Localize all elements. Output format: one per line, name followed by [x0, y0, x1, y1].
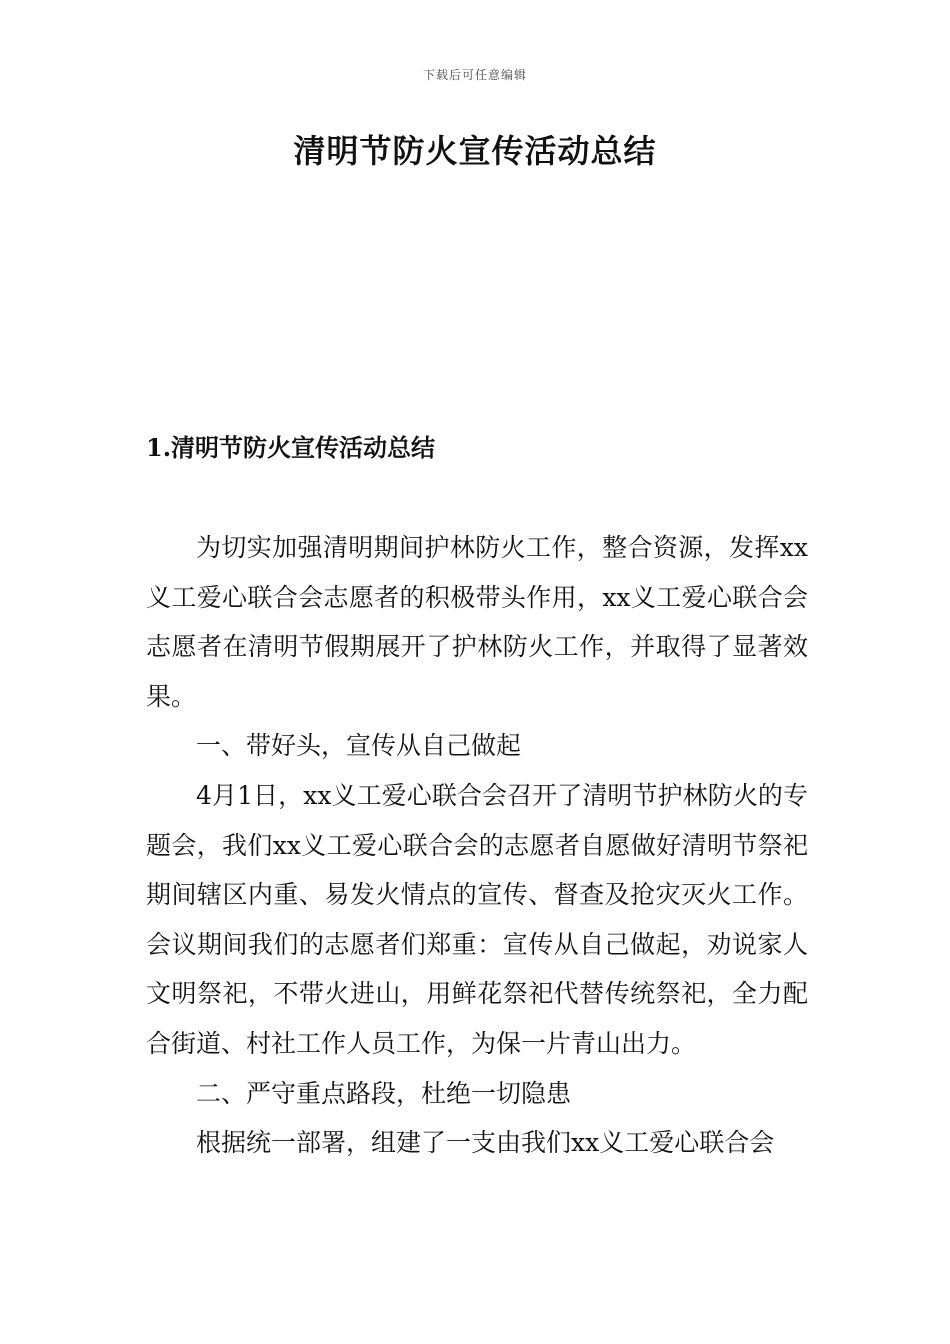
section-heading: 1.清明节防火宣传活动总结 — [146, 433, 436, 462]
document-title: 清明节防火宣传活动总结 — [293, 132, 657, 170]
document-body — [146, 523, 808, 1168]
intro-paragraph: 为切实加强清明期间护林防火工作，整合资源，发挥xx义工爱心联合会志愿者的积极带头作用，xx义工爱心联合会志愿者在清明节假期展开了护林防火工作，并取得了显著效果。 — [146, 533, 808, 711]
header-note: 下载后可任意编辑 — [422, 68, 527, 82]
body-paragraph: 4月1日，xx义工爱心联合会召开了清明节护林防火的专题会，我们xx义工爱心联合会的志愿者自愿做好清明节祭祀期间辖区内重、易发火情点的宣传、督查及抢灾灭火工作。会议期间我们的志愿者们郑重：宣传从自己做起，劝说家人文明祭祀，不带火进山，用鲜花祭祀代替传统祭祀，全力配合街道、村社工作人员工作，为保一片青山出力。 — [146, 780, 808, 1058]
subheading-one: 一、带好头，宣传从自己做起 — [196, 731, 522, 761]
body-paragraph: 根据统一部署，组建了一支由我们xx义工爱心联合会 — [196, 1128, 775, 1158]
subheading-two: 二、严守重点路段，杜绝一切隐患 — [196, 1078, 572, 1108]
